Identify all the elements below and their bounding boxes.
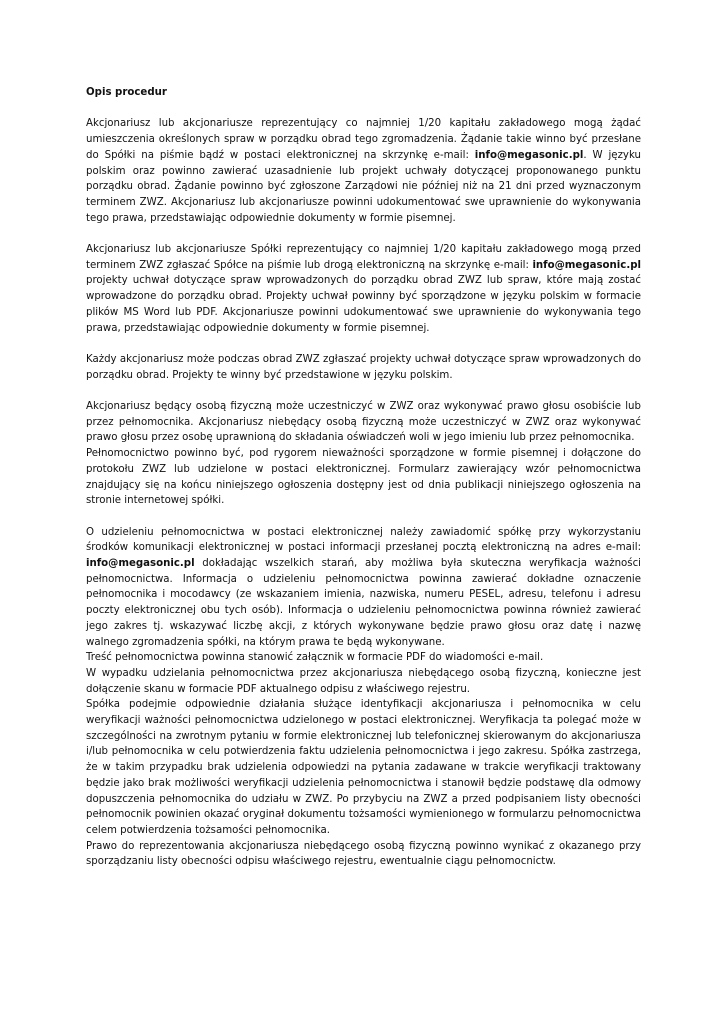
paragraph-agenda-request <box>86 116 641 226</box>
paragraph-meeting-drafts: Każdy akcjonariusz może podczas obrad ZWZ zgłaszać projekty uchwał dotyczące spraw wprowadzonych do porządku obrad. Projekty te winny być przedstawione w języku polskim. <box>86 353 641 381</box>
paragraph-resolution-drafts <box>86 242 641 336</box>
section-title: Opis procedur <box>86 87 167 98</box>
paragraph-text: . W języku polskim oraz powinno zawierać uzasadnienie lub projekt uchwały dotyczącej proponowanego punktu porządku obrad. Żądanie powinno być zgłoszone Zarządowi nie później niż na 21 dni przed wyznaczonym terminem ZWZ. Akcjonariusz lub akcjonariusze powinni udokumentować swe uprawnienie do wykonywania tego prawa, przedstawiając odpowiednie dokumenty w formie pisemnej. <box>86 149 641 224</box>
paragraph-text: Akcjonariusz lub akcjonariusze Spółki reprezentujący co najmniej 1/20 kapitału zakładowego mogą przed terminem ZWZ zgłaszać Spółce na piśmie lub drogą elektroniczną na skrzynkę e-mail: <box>86 244 641 271</box>
paragraph-text: Akcjonariusz lub akcjonariusze reprezentujący co najmniej 1/20 kapitału zakładowego mogą żądać umieszczenia określonych spraw w porządku obrad tego zgromadzenia. Żądanie takie winno być przesłane do Spółki na piśmie bądź w postaci elektronicznej na skrzynkę e-mail: <box>86 118 641 161</box>
paragraph-text: O udzieleniu pełnomocnictwa w postaci elektronicznej należy zawiadomić spółkę przy wykorzystaniu środków komunikacji elektronicznej w postaci informacji przesłanej pocztą elektroniczną na adres e-mail: <box>86 526 641 554</box>
email-address: info@megasonic.pl <box>532 259 641 271</box>
email-address: info@megasonic.pl <box>86 558 195 570</box>
paragraph-electronic-proxy <box>86 525 641 651</box>
paragraph-register-scan: W wypadku udzielania pełnomocnictwa przez akcjonariusza niebędącego osobą fizyczną, konieczne jest dołączenie skanu w formacie PDF aktualnego odpisu z właściwego rejestru. <box>86 667 641 695</box>
paragraph-text: projekty uchwał dotyczące spraw wprowadzonych do porządku obrad ZWZ lub spraw, które mają zostać wprowadzone do porządku obrad. Projekty uchwał powinny być sporządzone w języku polskim w formacie plików MS Word lub PDF. Akcjonariusze powinni udokumentować swe uprawnienie do wykonywania tego prawa, przedstawiając odpowiednie dokumenty w formie pisemnej. <box>86 275 641 334</box>
paragraph-participation: Akcjonariusz będący osobą fizyczną może uczestniczyć w ZWZ oraz wykonywać prawo głosu osobiście lub przez pełnomocnika. Akcjonariusz niebędący osobą fizyczną może uczestniczyć w ZWZ oraz wykonywać prawo głosu przez osobę uprawnioną do składania oświadczeń woli w jego imieniu lub przez pełnomocnika. <box>86 401 641 444</box>
email-address: info@megasonic.pl <box>474 149 584 161</box>
paragraph-proxy-attachment: Treść pełnomocnictwa powinna stanowić załącznik w formacie PDF do wiadomości e-mail. <box>86 652 544 664</box>
paragraph-proxy-form: Pełnomocnictwo powinno być, pod rygorem nieważności sporządzone w formie pisemnej i dołączone do protokołu ZWZ lub udzielone w postaci elektronicznej. Formularz zawierający wzór pełnomocnictwa znajdujący się na końcu niniejszego ogłoszenia dostępny jest od dnia publikacji niniejszego ogłoszenia na stronie internetowej spółki. <box>86 448 641 507</box>
paragraph-text: dokładając wszelkich starań, aby możliwa była skuteczna weryfikacja ważności pełnomocnictwa. Informacja o udzieleniu pełnomocnictwa powinna zawierać dokładne oznaczenie pełnomocnika i mocodawcy (ze wskazaniem imienia, nazwiska, numeru PESEL, adresu, telefonu i adresu poczty elektronicznej obu tych osób). Informacja o udzieleniu pełnomocnictwa powinna również zawierać jego zakres tj. wskazywać liczbę akcji, z których wykonywane będzie prawo głosu oraz datę i nazwę walnego zgromadzenia spółki, na którym prawa te będą wykonywane. <box>86 558 641 648</box>
paragraph-representation: Prawo do reprezentowania akcjonariusza niebędącego osobą fizyczną powinno wynikać z okazanego przy sporządzaniu listy obecności odpisu właściwego rejestru, ewentualnie ciągu pełnomocnictw. <box>86 840 641 868</box>
paragraph-verification: Spółka podejmie odpowiednie działania służące identyfikacji akcjonariusza i pełnomocnika w celu weryfikacji ważności pełnomocnictwa udzielonego w postaci elektronicznej. Weryfikacja ta polegać może w szczególności na zwrotnym pytaniu w formie elektronicznej lub telefonicznej skierowanym do akcjonariusza i/lub pełnomocnika w celu potwierdzenia faktu udzielenia pełnomocnictwa i jego zakresu. Spółka zastrzega, że w takim przypadku brak udzielenia odpowiedzi na pytania zadawane w trakcie weryfikacji traktowany będzie jako brak możliwości weryfikacji udzielenia pełnomocnictwa i stanowił będzie podstawę dla odmowy dopuszczenia pełnomocnika do udziału w ZWZ. Po przybyciu na ZWZ a przed podpisaniem listy obecności pełnomocnik powinien okazać oryginał dokumentu tożsamości wymienionego w formularzu pełnomocnictwa celem potwierdzenia tożsamości pełnomocnika. <box>86 699 641 836</box>
